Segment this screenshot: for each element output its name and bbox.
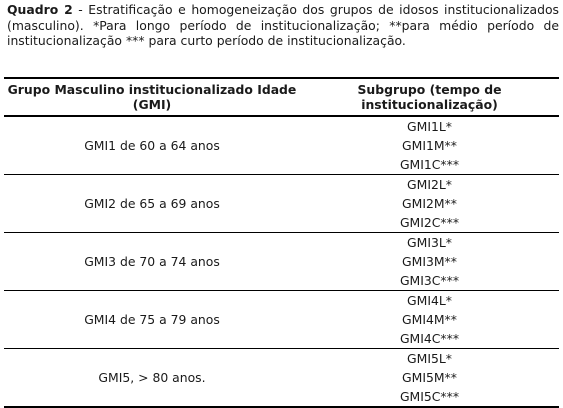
subgroup-cell (300, 349, 559, 408)
table-row (4, 233, 559, 291)
group-cell: GMI5, > 80 anos. (4, 349, 300, 408)
subgroup-medium: GMI4M** (402, 312, 457, 327)
subgroup-medium: GMI3M** (402, 254, 457, 269)
table-row (4, 116, 559, 175)
subgroup-long: GMI1L* (407, 119, 452, 134)
group-cell: GMI2 de 65 a 69 anos (4, 175, 300, 233)
subgroup-medium: GMI5M** (402, 370, 457, 385)
stratification-table (4, 77, 559, 408)
subgroup-medium: GMI2M** (402, 196, 457, 211)
subgroup-short: GMI5C*** (399, 389, 460, 404)
subgroup-long: GMI5L* (407, 351, 452, 366)
subgroup-long: GMI2L* (407, 177, 452, 192)
subgroup-cell (300, 175, 559, 233)
subgroup-short: GMI2C*** (399, 215, 460, 230)
subgroup-cell (300, 116, 559, 175)
header-subgroup: Subgrupo (tempo de institucionalização) (300, 78, 559, 116)
group-cell: GMI4 de 75 a 79 anos (4, 291, 300, 349)
subgroup-long: GMI4L* (407, 293, 452, 308)
group-cell: GMI1 de 60 a 64 anos (4, 116, 300, 175)
table-row (4, 291, 559, 349)
caption-text: - Estratificação e homogeneização dos grupos de idosos institucionalizados (masculino). *Para longo período de institucionalização; **para médio período de institucionalização *** para curto período de institucionalização. (7, 2, 559, 49)
subgroup-short: GMI3C*** (399, 273, 460, 288)
header-group: Grupo Masculino institucionalizado Idade (GMI) (4, 78, 300, 116)
subgroup-short: GMI4C*** (399, 331, 460, 346)
table-caption (7, 2, 559, 49)
subgroup-cell (300, 291, 559, 349)
caption-label: Quadro 2 (7, 2, 73, 17)
subgroup-medium: GMI1M** (402, 138, 457, 153)
table-row (4, 175, 559, 233)
header-row (4, 78, 559, 116)
subgroup-long: GMI3L* (407, 235, 452, 250)
table-row (4, 349, 559, 408)
subgroup-short: GMI1C*** (399, 157, 460, 172)
subgroup-cell (300, 233, 559, 291)
group-cell: GMI3 de 70 a 74 anos (4, 233, 300, 291)
